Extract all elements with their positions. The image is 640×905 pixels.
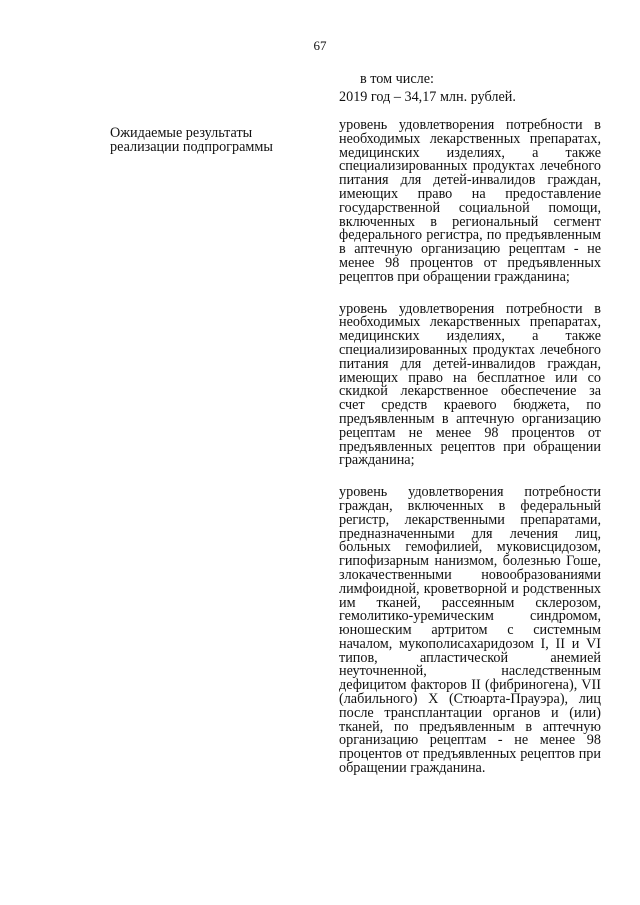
funding-intro-line-1: в том числе: bbox=[360, 71, 434, 87]
expected-results-text bbox=[339, 119, 601, 776]
expected-result-paragraph-2: уровень удовлетворения потребности в необходимых лекарственных препаратах, медицинских изделиях, а также специализированных продуктах лечебного питания для детей-инвалидов граждан, имеющих право на бесплатное или со скидкой лекарственное обеспечение за счет средств краевого бюджета, по предъявленным в аптечную организацию рецептам не менее 98 процентов от предъявленных рецептов при обращении гражданина; bbox=[339, 300, 601, 469]
expected-result-paragraph-1: уровень удовлетворения потребности в необходимых лекарственных препаратах, медицинских изделиях, а также специализированных продуктах лечебного питания для детей-инвалидов граждан, имеющих право на предоставление государственной социальной помощи, включенных в региональный сегмент федерального регистра, по предъявленным в аптечную организацию рецептам - не менее 98 процентов от предъявленных рецептов при обращении гражданина; bbox=[339, 117, 601, 285]
funding-intro bbox=[339, 70, 601, 106]
expected-result-paragraph-3: уровень удовлетворения потребности граждан, включенных в федеральный регистр, лекарственными препаратами, предназначенными для лечения лиц, больных гемофилией, муковисцидозом, гипофизарным нанизмом, болезнью Гоше, злокачественными новообразованиями лимфоидной, кроветворной и родственных им тканей, рассеянным склерозом, гемолитико-уремическим синдромом, юношеским артритом с системным началом, мукополисахаридозом I, II и VI типов, апластической анемией неуточненной, наследственным дефицитом факторов II (фибриногена), VII (лабильного) X (Стюарта-Прауэра), лиц после трансплантации органов и (или) тканей, по предъявленным в аптечную организацию рецептам - не менее 98 процентов от предъявленных рецептов при обращении гражданина. bbox=[339, 484, 601, 777]
row-label-expected-results: Ожидаемые результаты реализации подпрограммы bbox=[110, 125, 273, 155]
funding-intro-line-2: 2019 год – 34,17 млн. рублей. bbox=[339, 89, 516, 105]
page-number: 67 bbox=[313, 38, 327, 53]
